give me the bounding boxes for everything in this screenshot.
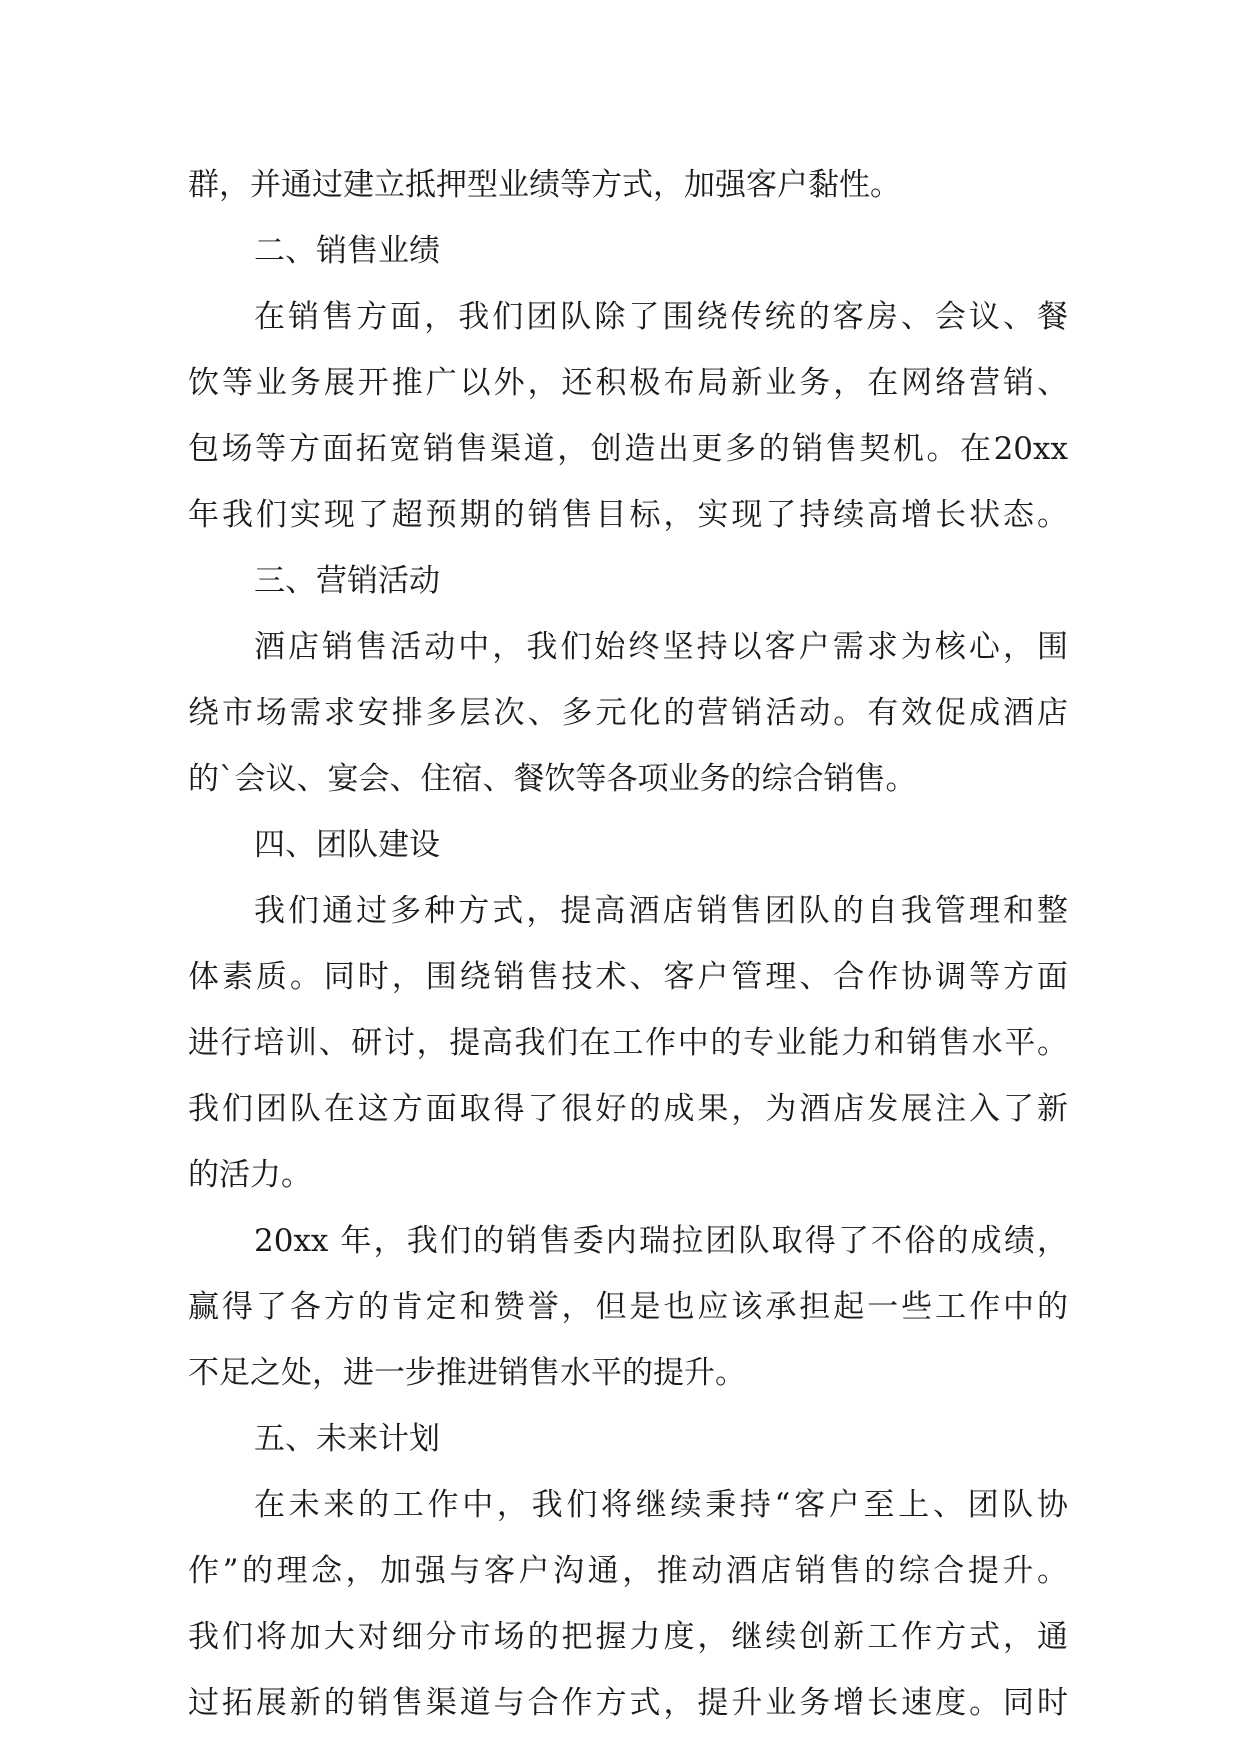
paragraph-line: 饮等业务展开推广以外，还积极布局新业务，在网络营销、 — [188, 365, 1068, 401]
paragraph-line: 的`会议、宴会、住宿、餐饮等各项业务的综合销售。 — [188, 761, 917, 797]
paragraph-line: 包场等方面拓宽销售渠道，创造出更多的销售契机。在20xx — [188, 431, 1068, 467]
paragraph-line: 20xx 年，我们的销售委内瑞拉团队取得了不俗的成绩， — [254, 1223, 1068, 1259]
paragraph-line: 体素质。同时，围绕销售技术、客户管理、合作协调等方面 — [188, 959, 1068, 995]
paragraph-line: 我们通过多种方式，提高酒店销售团队的自我管理和整 — [254, 893, 1068, 929]
paragraph-line: 我们团队在这方面取得了很好的成果，为酒店发展注入了新 — [188, 1091, 1068, 1127]
paragraph-line: 赢得了各方的肯定和赞誉，但是也应该承担起一些工作中的 — [188, 1289, 1068, 1325]
section-heading-sales-performance: 二、销售业绩 — [254, 233, 440, 269]
paragraph-line: 在未来的工作中，我们将继续秉持“客户至上、团队协 — [254, 1487, 1068, 1523]
paragraph-line: 我们将加大对细分市场的把握力度，继续创新工作方式，通 — [188, 1619, 1068, 1655]
paragraph-line: 作”的理念，加强与客户沟通，推动酒店销售的综合提升。 — [188, 1553, 1068, 1589]
paragraph-line: 年我们实现了超预期的销售目标，实现了持续高增长状态。 — [188, 497, 1068, 533]
paragraph-line: 进行培训、研讨，提高我们在工作中的专业能力和销售水平。 — [188, 1025, 1068, 1061]
paragraph-line: 酒店销售活动中，我们始终坚持以客户需求为核心，围 — [254, 629, 1068, 665]
paragraph-line: 不足之处，进一步推进销售水平的提升。 — [188, 1355, 746, 1391]
document-body — [188, 152, 1068, 1736]
paragraph-line: 在销售方面，我们团队除了围绕传统的客房、会议、餐 — [254, 299, 1068, 335]
paragraph-line: 绕市场需求安排多层次、多元化的营销活动。有效促成酒店 — [188, 695, 1068, 731]
section-heading-team-building: 四、团队建设 — [254, 827, 440, 863]
paragraph-line: 过拓展新的销售渠道与合作方式，提升业务增长速度。同时 — [188, 1685, 1068, 1721]
section-heading-future-plans: 五、未来计划 — [254, 1421, 440, 1457]
section-heading-marketing-activities: 三、营销活动 — [254, 563, 440, 599]
paragraph-line: 的活力。 — [188, 1157, 312, 1193]
paragraph-line: 群，并通过建立抵押型业绩等方式，加强客户黏性。 — [188, 167, 901, 203]
